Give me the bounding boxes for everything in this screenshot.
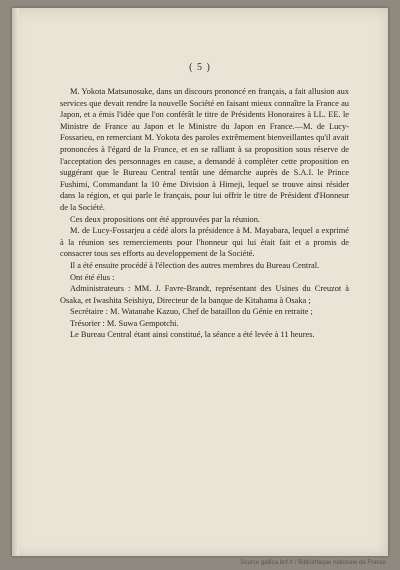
- document-body: [60, 86, 349, 341]
- paragraph: M. Yokota Matsunosuke, dans un discours prononcé en français, a fait allusion aux services que devait rendre la nouvelle Société en faisant mieux connaître la France au Japon, et a émis l'idée que l'on conférât le titre de Présidents Honoraires à LL. EE. le Ministre de France au Japon et le Ministre du Japon en France.—M. de Lucy-Fossarieu, en remerciant M. Yokota des paroles extrêmement bienveillantes qu'il avait prononcées à l'égard de la France, et en se ralliant à sa proposition sous réserve de l'acceptation des personnages en cause, a demandé à compléter cette proposition en suggérant que le Bureau Central tentât une démarche auprès de S.A.I. le Prince Fushimi, Commandant la 10 ème Division à Himeji, lequel se trouve ainsi résider dans la région, et qui parle le français, pour lui offrir le titre de Président d'Honneur de la Société.: [60, 87, 349, 212]
- page-binding-edge: [12, 8, 19, 556]
- paragraph: Il a été ensuite procédé à l'élection des autres membres du Bureau Central.: [70, 260, 320, 270]
- paragraph: Trésorier : M. Suwa Gempotchi.: [70, 318, 179, 328]
- document-page: [12, 8, 388, 556]
- source-credit: Source gallica.bnf.fr / Bibliothèque nationale de France: [240, 560, 386, 566]
- paragraph: M. de Lucy-Fossarjeu a cédé alors la présidence à M. Mayabara, lequel a exprimé à la réunion ses remerciements pour l'honneur qui lui était fait et a promis de consacrer tous ses efforts au developpement de la Société.: [60, 226, 349, 259]
- page-number: ( 5 ): [189, 62, 211, 73]
- paragraph: Ces deux propositions ont été approuvées par la réunion.: [70, 214, 261, 224]
- paragraph: Secrétaire : M. Watanabe Kazuo, Chef de bataillon du Génie en retraite ;: [70, 307, 313, 317]
- paragraph: Administrateurs : MM. J. Favre-Brandt, représentant des Usines du Creuzot à Osaka, et Iwashita Seishiyu, Directeur de la banque de Kitahama à Osaka ;: [60, 284, 349, 305]
- paragraph: Le Bureau Central étant ainsi constitué, la séance a été levée à 11 heures.: [70, 330, 315, 340]
- paragraph: Ont été élus :: [70, 272, 115, 282]
